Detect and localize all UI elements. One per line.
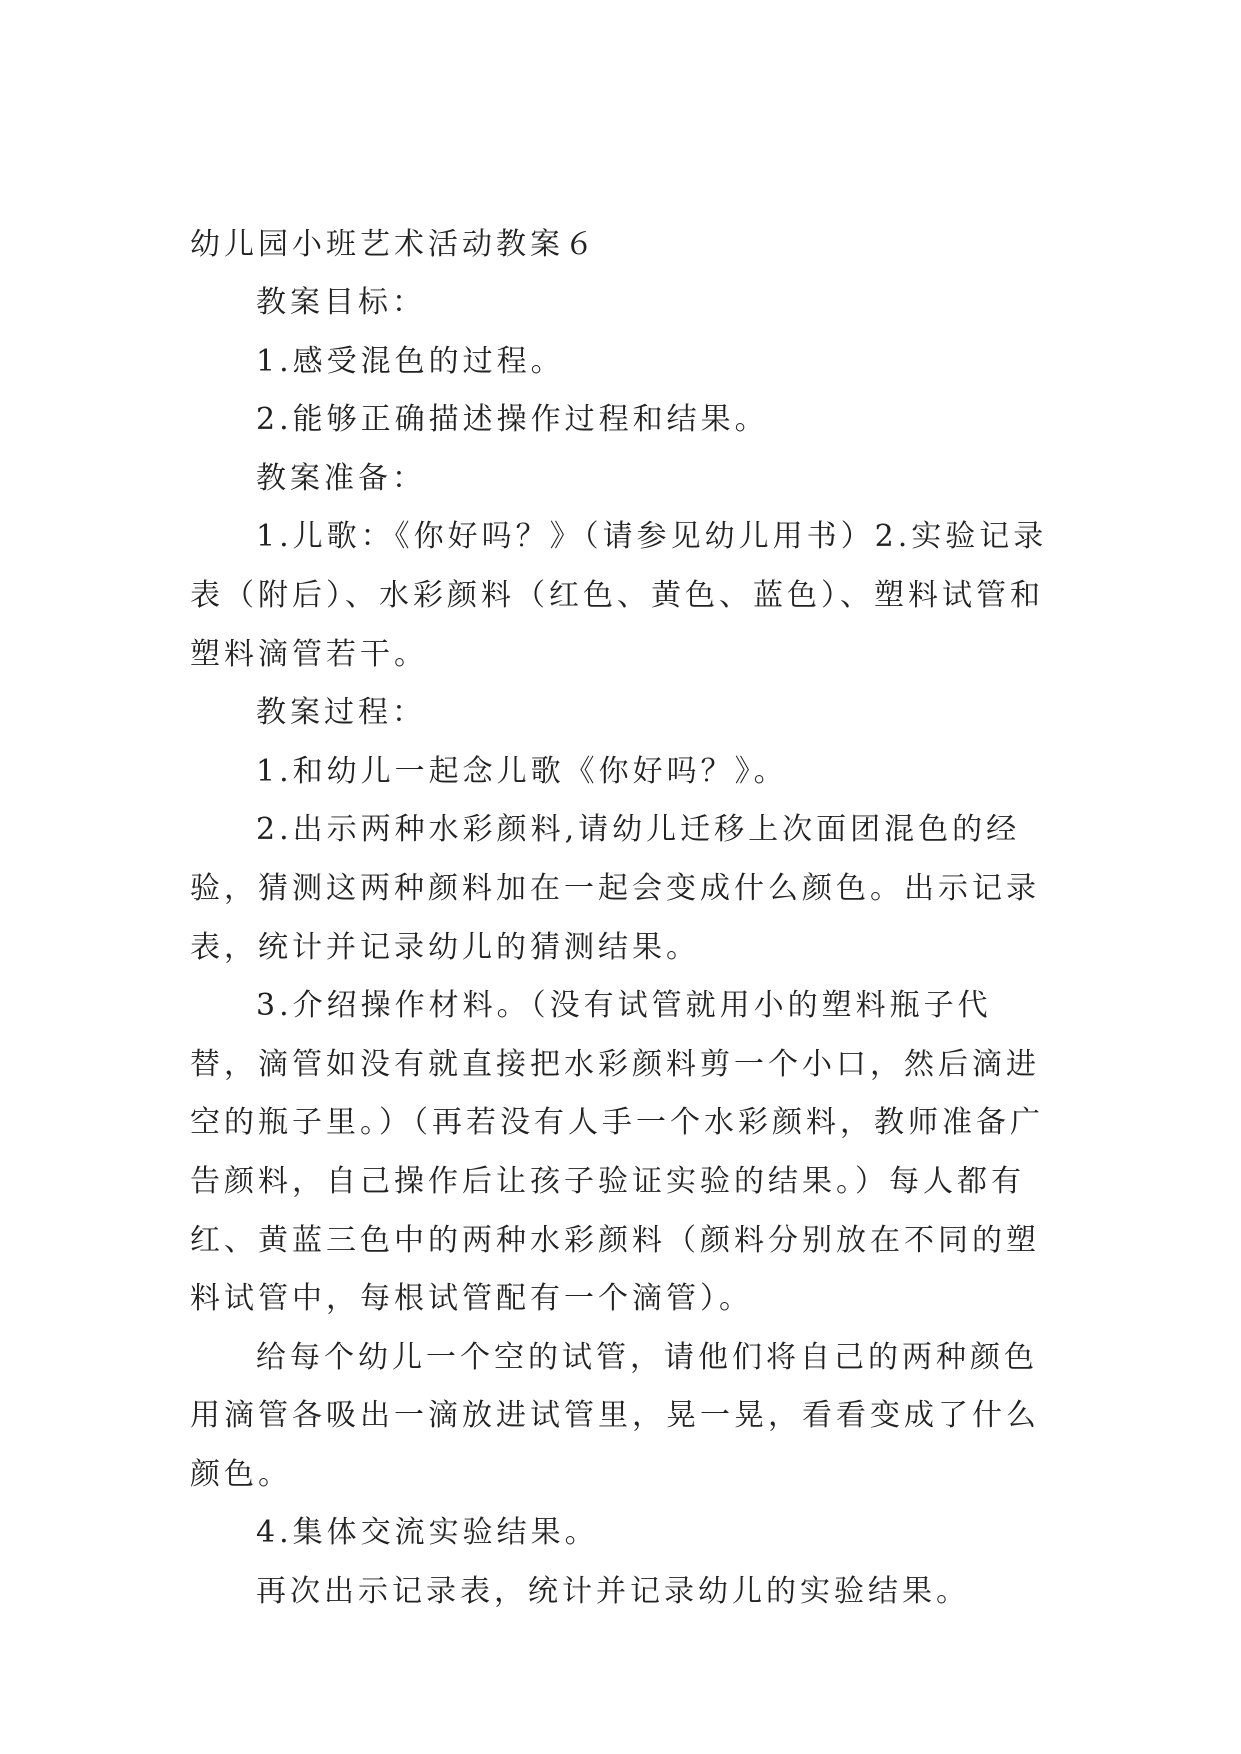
paragraph-process-step-4-detail: 再次出示记录表，统计并记录幼儿的实验结果。 bbox=[256, 1574, 970, 1610]
document-title: 幼儿园小班艺术活动教案６ bbox=[190, 227, 598, 262]
paragraph-process-step-3-detail: 给每个幼儿一个空的试管，请他们将自己的两种颜色用滴管各吸出一滴放进试管里，晃一晃，看看变成了什么颜色。 bbox=[190, 1339, 1040, 1492]
paragraph-prep-heading: 教案准备： bbox=[256, 460, 426, 496]
paragraph-goal-2: 2.能够正确描述操作过程和结果。 bbox=[256, 402, 769, 438]
paragraph-goal-1: 1.感受混色的过程。 bbox=[256, 343, 565, 379]
paragraph-process-heading: 教案过程： bbox=[256, 695, 426, 731]
paragraph-process-step-2: 2.出示两种水彩颜料,请幼儿迁移上次面团混色的经验，猜测这两种颜料加在一起会变成什么颜色。出示记录表，统计并记录幼儿的猜测结果。 bbox=[190, 812, 1040, 965]
document-body bbox=[190, 216, 1050, 1622]
paragraph-process-step-4: 4.集体交流实验结果。 bbox=[256, 1515, 599, 1551]
paragraph-prep-materials: 1.儿歌：《你好吗？》（请参见幼儿用书）2.实验记录表（附后）、水彩颜料（红色、黄色、蓝色）、塑料试管和塑料滴管若干。 bbox=[190, 519, 1048, 672]
paragraph-process-step-1: 1.和幼儿一起念儿歌《你好吗？》。 bbox=[256, 753, 788, 789]
paragraph-process-step-3: 3.介绍操作材料。（没有试管就用小的塑料瓶子代替，滴管如没有就直接把水彩颜料剪一个小口，然后滴进空的瓶子里。）（再若没有人手一个水彩颜料，教师准备广告颜料，自己操作后让孩子验证实验的结果。）每人都有红、黄蓝三色中的两种水彩颜料（颜料分别放在不同的塑料试管中，每根试管配有一个滴管）。 bbox=[190, 988, 1044, 1317]
paragraph-goal-heading: 教案目标： bbox=[256, 285, 426, 320]
